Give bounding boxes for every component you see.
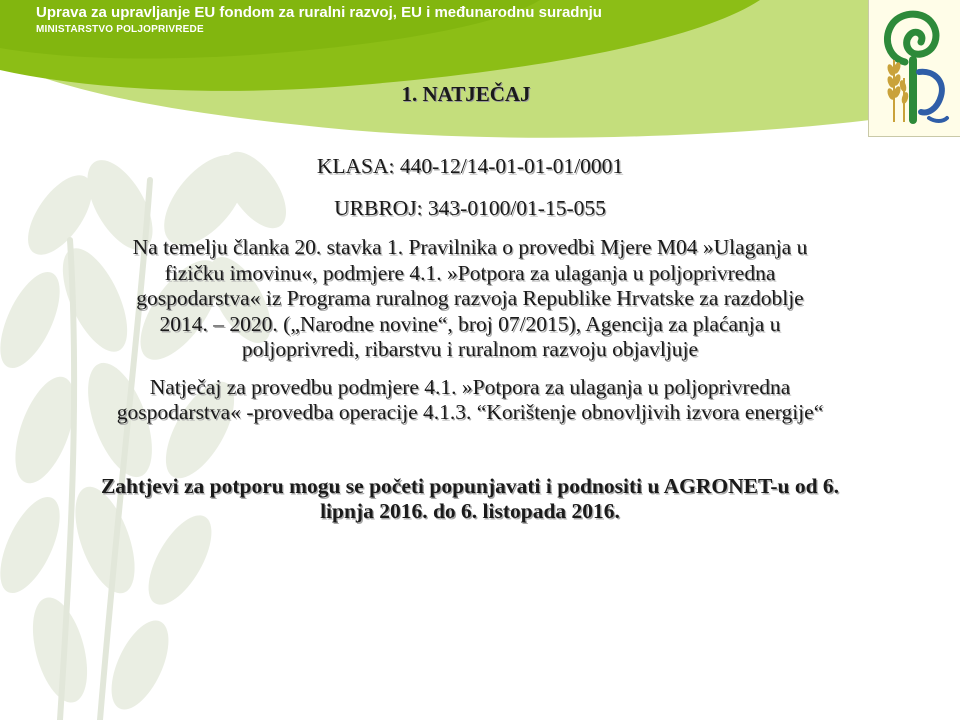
tender-paragraph [20, 375, 920, 426]
paragraph-line: gospodarstva« iz Programa ruralnog razvoja Republike Hrvatske za razdoblje [136, 286, 804, 310]
klasa-line: KLASA: 440-12/14-01-01-01/0001 [316, 154, 624, 178]
slide-title: 1. NATJEČAJ [401, 82, 531, 106]
header-banner [0, 0, 960, 150]
paragraph-line: Na temelju članka 20. stavka 1. Pravilnika o provedbi Mjere M04 »Ulaganja u [132, 235, 808, 259]
paragraph-line: lipnja 2016. do 6. listopada 2016. [320, 499, 620, 523]
organization-title: Uprava za upravljanje EU fondom za ruralni razvoj, EU i međunarodnu suradnju [36, 4, 602, 21]
paragraph-line: 2014. – 2020. („Narodne novine“, broj 07/2015), Agencija za plaćanja u [159, 311, 781, 336]
paragraph-line: Zahtjevi za potporu mogu se početi popunjavati i podnositi u AGRONET-u od 6. [100, 473, 840, 498]
application-period-paragraph [20, 474, 920, 525]
ministry-name: MINISTARSTVO POLJOPRIVREDE [36, 24, 204, 35]
urbroj-line: URBROJ: 343-0100/01-15-055 [334, 195, 606, 220]
slide-body [20, 150, 920, 525]
logo-container [868, 0, 960, 137]
legal-basis-paragraph [20, 235, 920, 363]
paragraph-line: gospodarstva« -provedba operacije 4.1.3. “Korištenje obnovljivih izvora energije“ [116, 400, 824, 424]
paragraph-line: Natječaj za provedbu podmjere 4.1. »Potpora za ulaganja u poljoprivredna [149, 374, 791, 399]
paragraph-line: poljoprivredi, ribarstvu i ruralnom razvoju objavljuje [241, 337, 699, 361]
ministry-logo-icon [869, 0, 960, 136]
paragraph-line: fizičku imovinu«, podmjere 4.1. »Potpora za ulaganja u poljoprivredna [164, 260, 776, 285]
